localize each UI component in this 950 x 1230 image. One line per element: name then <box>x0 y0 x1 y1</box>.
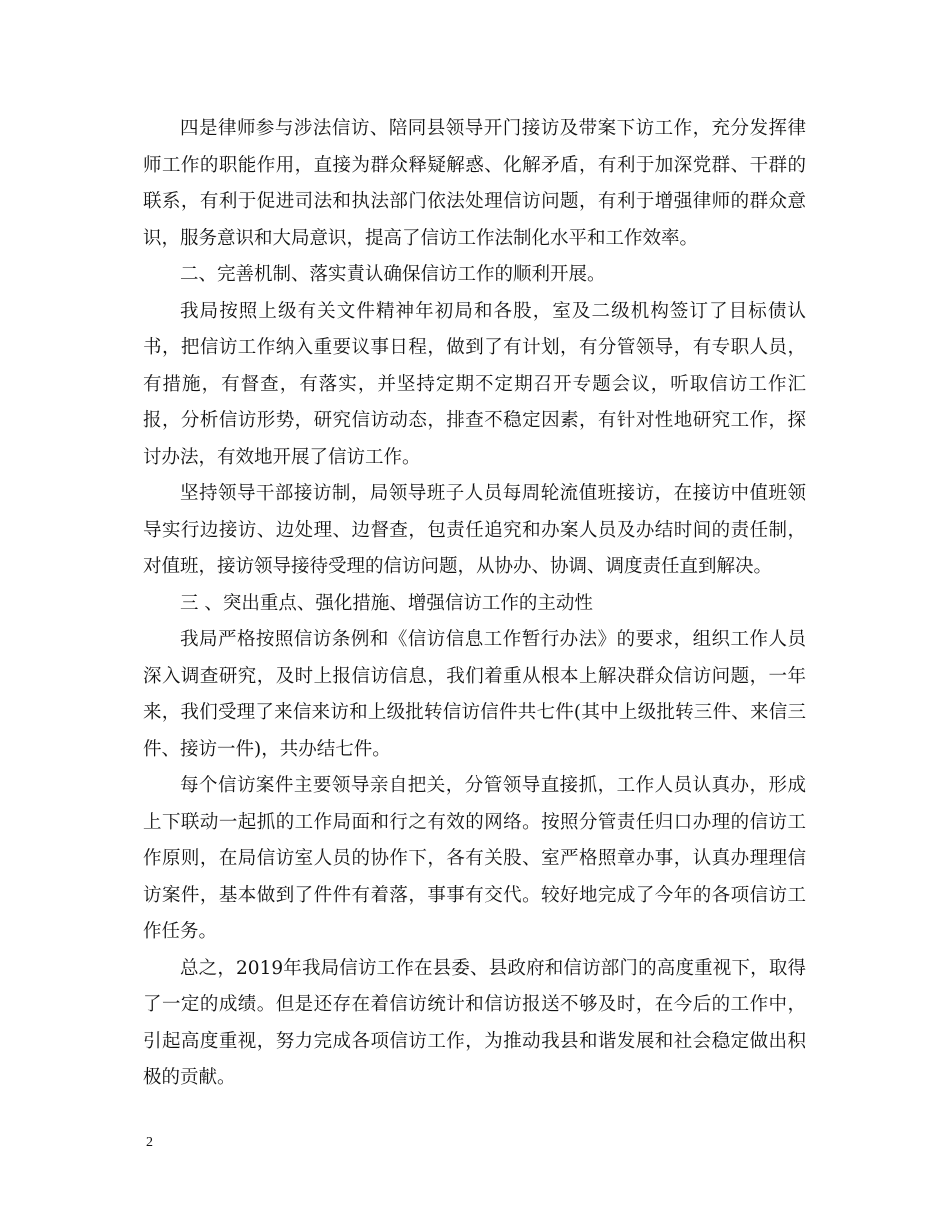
document-body <box>143 111 806 1097</box>
section-heading-two: 二、完善机制、落实責认确保信访工作的顺利开展。 <box>180 264 606 285</box>
paragraph-leader-reception: 坚持领导干部接访制，局领导班子人员每周轮流值班接访，在接访中值班领导实行边接访、边处理、边督查，包责任追究和办案人员及办结时间的责任制，对值班，接访领导接待受理的信访问题，从协办、协调、调度责任直到解决。 <box>143 483 806 577</box>
paragraph-target-responsibility: 我局按照上级有关文件精神年初局和各股，室及二级机构签订了目标债认书，把信访工作纳入重要议事日程，做到了有计划，有分管领导，有专职人员，有措施，有督查，有落实，并坚持定期不定期召开专题会议，听取信访工作汇报，分析信访形势，研究信访动态，排查不稳定因素，有针对性地研究工作，探讨办法，有效地开展了信访工作。 <box>143 300 806 468</box>
paragraph-regulations: 我局严格按照信访条例和《信访信息工作暂行办法》的要求，组织工作人员深入调查研究，及时上报信访信息，我们着重从根本上解决群众信访问题，一年来，我们受理了来信来访和上级批转信访信件共七件(其中上级批转三件、来信三件、接访一件)，共办结七件。 <box>143 629 806 760</box>
paragraph-summary: 总之，2019年我局信访工作在县委、县政府和信访部门的高度重视下，取得了一定的成绩。但是还存在着信访统计和信访报送不够及时，在今后的工作中，引起高度重视，努力完成各项信访工作，为推动我县和谐发展和社会稳定做出积极的贡献。 <box>143 957 806 1088</box>
section-heading-three: 三 、突出重点、强化措施、增强信访工作的主动性 <box>180 592 593 614</box>
paragraph-case-handling: 每个信访案件主要领导亲自把关，分管领导直接抓，工作人员认真办，形成上下联动一起抓的工作局面和行之有效的网络。按照分管责任归口办理的信访工作原则，在局信访室人员的协作下，各有关股、室严格照章办事，认真办理理信访案件，基本做到了件件有着落，事事有交代。较好地完成了今年的各项信访工作任务。 <box>143 775 806 942</box>
page-number: 2 <box>146 1135 153 1150</box>
paragraph-lawyer-participation: 四是律师参与涉法信访、陪同县领导开门接访及带案下访工作，充分发挥律师工作的职能作用，直接为群众释疑解惑、化解矛盾，有利于加深党群、干群的联系，有利于促进司法和执法部门依法处理信访问题，有利于增强律师的群众意识，服务意识和大局意识，提高了信访工作法制化水平和工作效率。 <box>143 118 806 249</box>
